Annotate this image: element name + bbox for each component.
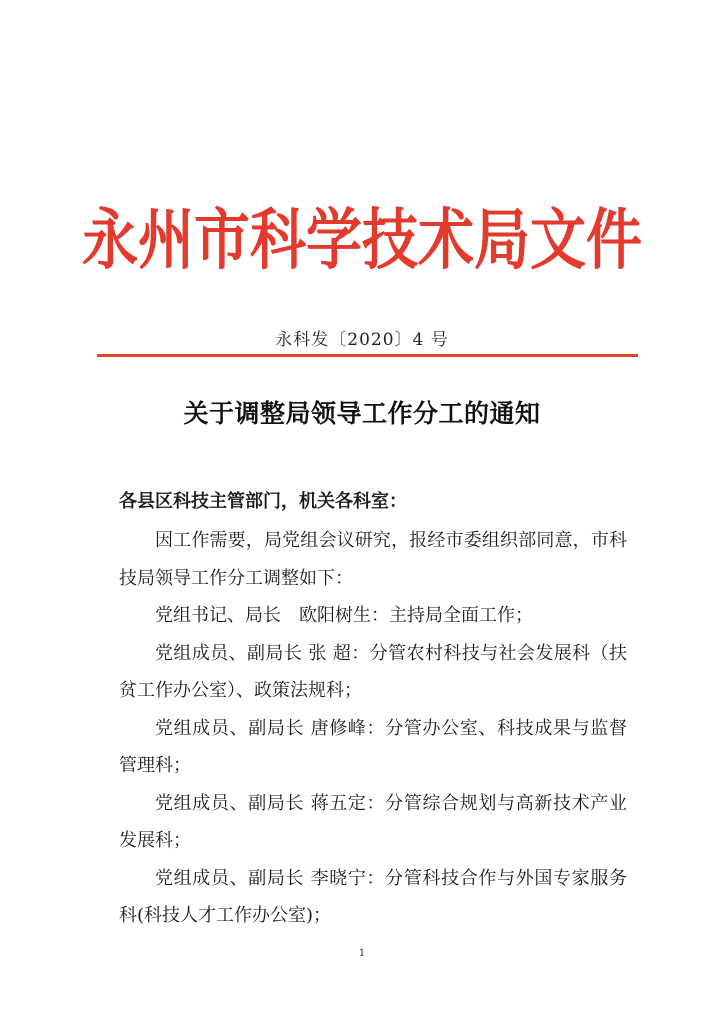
document-number: 永科发〔2020〕4 号 [275,330,449,350]
document-body [119,482,627,935]
red-divider-line [97,354,638,357]
paragraph-duty-1: 党组书记、局长 欧阳树生：主持局全面工作； [155,605,533,626]
salutation: 各县区科技主管部门，机关各科室： [119,491,407,512]
paragraph-intro: 因工作需要，局党组会议研究，报经市委组织部同意，市科技局领导工作分工调整如下： [119,530,627,589]
paragraph-duty-2: 党组成员、副局长 张 超：分管农村科技与社会发展科（扶贫工作办公室）、政策法规科； [119,642,627,701]
paragraph-duty-3: 党组成员、副局长 唐修峰：分管办公室、科技成果与监督管理科； [119,717,627,776]
document-header-title: 永州市科学技术局文件 [82,200,642,279]
paragraph-duty-4: 党组成员、副局长 蒋五定：分管综合规划与高新技术产业发展科； [119,792,627,851]
page-number: 1 [358,948,366,959]
notice-title: 关于调整局领导工作分工的通知 [183,399,541,428]
paragraph-duty-5: 党组成员、副局长 李晓宁：分管科技合作与外国专家服务科(科技人才工作办公室)； [119,867,627,926]
